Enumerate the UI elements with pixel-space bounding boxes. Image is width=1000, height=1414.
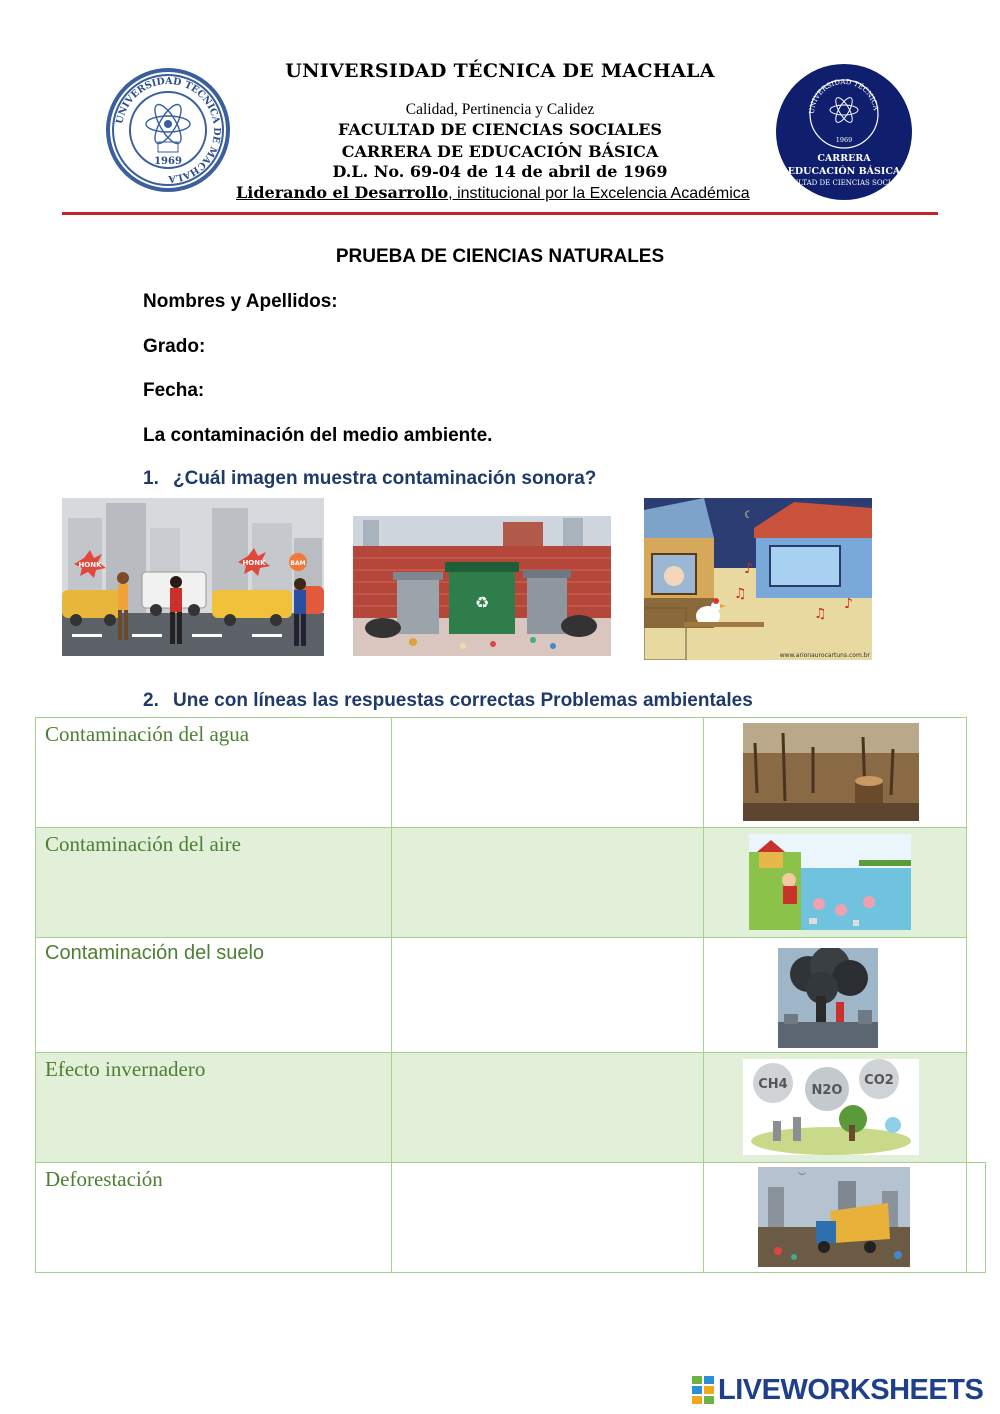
row-label-water: Contaminación del agua bbox=[45, 722, 250, 746]
right-logo-line1: CARRERA bbox=[817, 153, 871, 164]
career-name: CARRERA DE EDUCACIÓN BÁSICA bbox=[341, 142, 659, 161]
answer-line-cell[interactable] bbox=[392, 938, 704, 1053]
grade-field-label: Grado: bbox=[143, 336, 206, 357]
table-row bbox=[36, 938, 986, 1053]
question-2-text: Une con líneas las respuestas correctas Problemas ambientales bbox=[173, 690, 753, 711]
garbage-truck-soil-icon[interactable] bbox=[758, 1167, 910, 1267]
table-row bbox=[36, 828, 986, 938]
decree-line: D.L. No. 69-04 de 14 de abril de 1969 bbox=[332, 162, 668, 181]
honk-label-2: HONK bbox=[242, 559, 266, 567]
image-cell bbox=[704, 828, 967, 938]
cartoon-credit: www.arionaurocartuns.com.br bbox=[779, 652, 870, 659]
career-seal-logo bbox=[776, 64, 912, 200]
liveworksheets-brand[interactable] bbox=[692, 1374, 984, 1409]
deforestation-stumps-icon[interactable] bbox=[743, 723, 919, 821]
greenhouse-gases-icon[interactable] bbox=[743, 1059, 919, 1155]
honk-label-1: HONK bbox=[78, 561, 102, 569]
image-cell bbox=[704, 1163, 967, 1273]
smoke-factory-icon[interactable] bbox=[778, 948, 878, 1048]
row-label-greenhouse: Efecto invernadero bbox=[45, 1057, 206, 1081]
image-cell bbox=[704, 938, 967, 1053]
label-cell bbox=[36, 938, 392, 1053]
left-logo-year: 1969 bbox=[154, 156, 182, 167]
motto bbox=[236, 183, 750, 203]
image-cell bbox=[704, 1053, 967, 1163]
answer-line-cell[interactable] bbox=[392, 1163, 704, 1273]
label-cell bbox=[36, 1163, 392, 1273]
test-title: PRUEBA DE CIENCIAS NATURALES bbox=[335, 246, 665, 267]
header-divider bbox=[62, 212, 938, 215]
motto-lead: Liderando el Desarrollo bbox=[236, 183, 449, 202]
svg-text:♫: ♫ bbox=[814, 606, 827, 622]
gas-label-ch4: CH4 bbox=[758, 1077, 788, 1092]
polluted-water-icon[interactable] bbox=[749, 834, 911, 930]
question-2 bbox=[143, 690, 753, 712]
svg-text:♪: ♪ bbox=[844, 596, 853, 612]
label-cell bbox=[36, 828, 392, 938]
right-logo-line2: EDUCACIÓN BÁSICA bbox=[787, 166, 901, 177]
table-row bbox=[36, 1163, 986, 1273]
label-cell bbox=[36, 718, 392, 828]
names-field-label: Nombres y Apellidos: bbox=[143, 291, 338, 312]
svg-text:︶: ︶ bbox=[798, 1172, 806, 1181]
right-logo-ring-text: UNIVERSIDAD TÉCNICA bbox=[807, 77, 880, 115]
traffic-noise-image[interactable] bbox=[62, 498, 324, 656]
question-2-number: 2. bbox=[143, 690, 159, 711]
garbage-bins-image[interactable] bbox=[353, 516, 611, 656]
svg-text:♪: ♪ bbox=[744, 561, 753, 577]
row-label-deforestation: Deforestación bbox=[45, 1167, 163, 1191]
row-label-air: Contaminación del aire bbox=[45, 832, 241, 856]
extra-cell bbox=[967, 1163, 986, 1273]
question-1 bbox=[143, 468, 596, 490]
answer-line-cell[interactable] bbox=[392, 1053, 704, 1163]
right-logo-year: 1969 bbox=[835, 136, 853, 144]
svg-text:♻: ♻ bbox=[474, 593, 490, 612]
motto-rest: , institucional por la Excelencia Académica bbox=[448, 185, 750, 202]
liveworksheets-wordmark: LIVEWORKSHEETS bbox=[718, 1374, 984, 1406]
left-logo-ring-text: UNIVERSIDAD TÉCNICA DE MACHALA bbox=[114, 75, 223, 185]
question-1-number: 1. bbox=[143, 468, 159, 489]
bam-label: BAM bbox=[290, 560, 306, 567]
label-cell bbox=[36, 1053, 392, 1163]
answer-line-cell[interactable] bbox=[392, 828, 704, 938]
topic-heading: La contaminación del medio ambiente. bbox=[143, 425, 493, 446]
gas-label-co2: CO2 bbox=[864, 1073, 894, 1088]
matching-table bbox=[35, 717, 986, 1273]
table-row bbox=[36, 718, 986, 828]
table-row bbox=[36, 1053, 986, 1163]
liveworksheets-logo-icon bbox=[692, 1374, 716, 1404]
right-logo-line3: FACULTAD DE CIENCIAS SOCIALES bbox=[777, 179, 911, 187]
svg-text:☾: ☾ bbox=[744, 510, 753, 521]
faculty-name: FACULTAD DE CIENCIAS SOCIALES bbox=[338, 120, 662, 139]
date-field-label: Fecha: bbox=[143, 380, 205, 401]
noisy-neighbors-image[interactable] bbox=[644, 498, 872, 660]
question-1-text: ¿Cuál imagen muestra contaminación sonora? bbox=[173, 468, 597, 489]
answer-line-cell[interactable] bbox=[392, 718, 704, 828]
image-cell bbox=[704, 718, 967, 828]
university-name: UNIVERSIDAD TÉCNICA DE MACHALA bbox=[285, 60, 715, 82]
gas-label-n2o: N2O bbox=[811, 1083, 843, 1098]
svg-text:♫: ♫ bbox=[734, 586, 747, 602]
university-slogan: Calidad, Pertinencia y Calidez bbox=[405, 101, 595, 118]
row-label-soil: Contaminación del suelo bbox=[45, 942, 265, 964]
